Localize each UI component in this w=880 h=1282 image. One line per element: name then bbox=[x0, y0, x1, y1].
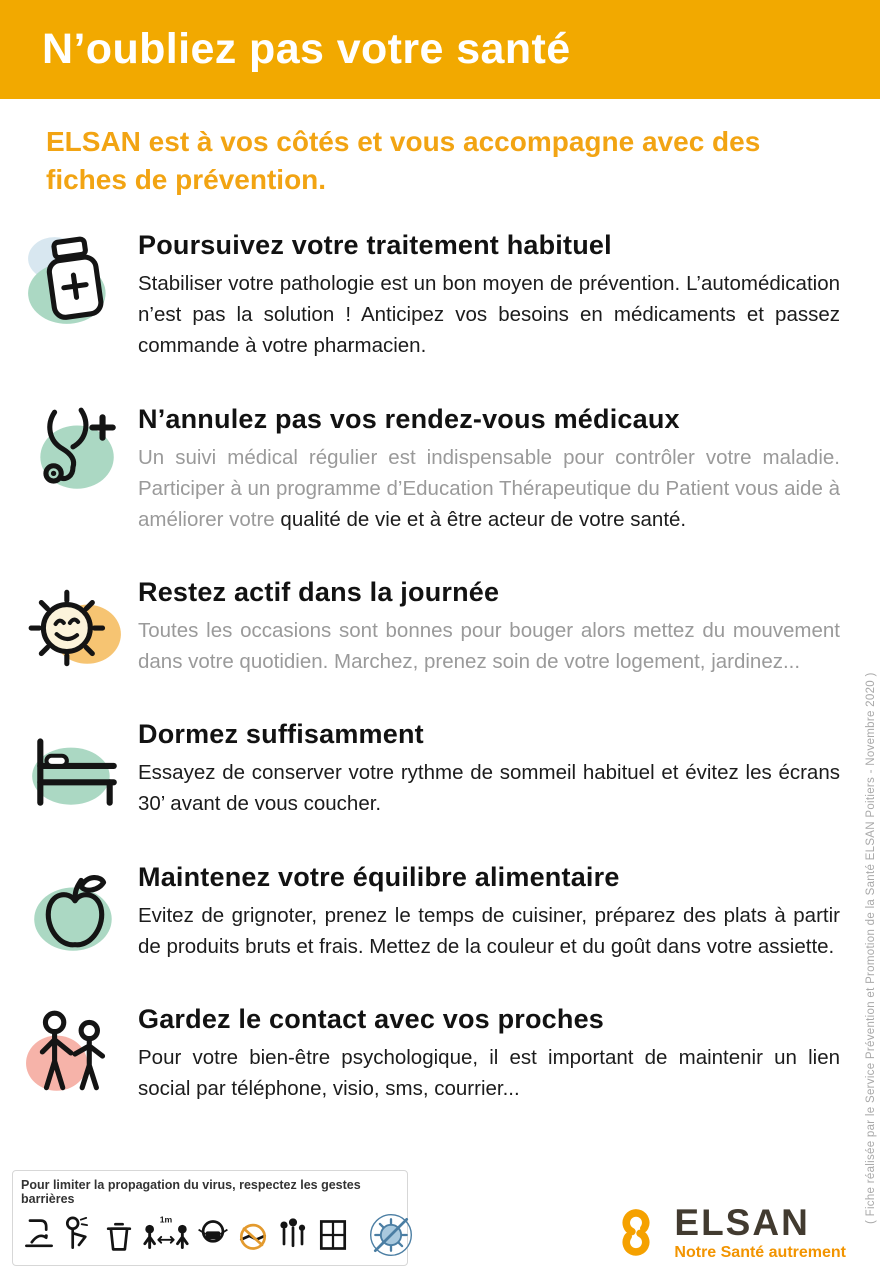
header-banner bbox=[0, 0, 880, 99]
section-traitement bbox=[12, 228, 840, 361]
stethoscope-icon bbox=[12, 402, 138, 535]
watercolor-blob bbox=[32, 748, 110, 805]
wear-mask-icon bbox=[195, 1212, 231, 1258]
section-body: Un suivi médical régulier est indispensable pour contrôler votre maladie. Participer à un programme d’Education Thérapeutique du Patient vous aide à améliorer votre qualité de vie et à être acteur de votre santé. bbox=[138, 445, 840, 531]
section-title: N’annulez pas vos rendez-vous médicaux bbox=[138, 403, 680, 434]
barrier-gestures-panel bbox=[12, 1170, 408, 1266]
people-icon bbox=[12, 1002, 138, 1104]
section-sommeil bbox=[12, 717, 840, 819]
medicine-bottle-icon bbox=[12, 228, 138, 361]
section-title: Restez actif dans la journée bbox=[138, 576, 500, 607]
svg-text:1m: 1m bbox=[159, 1214, 173, 1225]
section-title: Dormez suffisamment bbox=[138, 719, 424, 750]
section-title: Maintenez votre équilibre alimentaire bbox=[138, 861, 620, 892]
section-rendez-vous bbox=[12, 402, 840, 535]
wash-hands-icon bbox=[21, 1212, 57, 1258]
credit-note: ( Fiche réalisée par le Service Prévention et Promotion de la Santé ELSAN Poitiers - Novembre 2020 ) bbox=[865, 672, 877, 1224]
section-alimentation bbox=[12, 860, 840, 962]
ventilate-rooms-icon bbox=[315, 1212, 351, 1258]
bed-icon bbox=[12, 717, 138, 819]
elsan-logo-mark bbox=[610, 1207, 662, 1259]
section-title: Gardez le contact avec vos proches bbox=[138, 1003, 604, 1034]
limit-gatherings-icon bbox=[275, 1212, 311, 1258]
intro-text: ELSAN est à vos côtés et vous accompagne avec des fiches de prévention. bbox=[46, 126, 761, 195]
keep-distance-1m-icon bbox=[141, 1212, 191, 1258]
section-activite bbox=[12, 575, 840, 677]
section-body: Pour votre bien-être psychologique, il est important de maintenir un lien social par téléphone, visio, sms, courrier... bbox=[138, 1045, 840, 1101]
section-title: Poursuivez votre traitement habituel bbox=[138, 230, 612, 261]
use-tissue-bin-icon bbox=[101, 1212, 137, 1258]
no-greeting-icon bbox=[235, 1212, 271, 1258]
section-contact bbox=[12, 1002, 840, 1104]
section-body: Essayez de conserver votre rythme de sommeil habituel et évitez les écrans 30’ avant de vous coucher. bbox=[138, 761, 840, 816]
sneeze-in-elbow-icon bbox=[61, 1212, 97, 1258]
sun-smiley-icon bbox=[12, 575, 138, 677]
elsan-logo-tagline: Notre Santé autrement bbox=[674, 1244, 846, 1261]
page-title: N’oubliez pas votre santé bbox=[42, 25, 571, 73]
apple-icon bbox=[12, 860, 138, 962]
barrier-caption: Pour limiter la propagation du virus, respectez les gestes barrières bbox=[21, 1178, 361, 1206]
section-body: Toutes les occasions sont bonnes pour bouger alors mettez du mouvement dans votre quotidien. Marchez, prenez soin de votre logement, jardinez... bbox=[138, 618, 840, 674]
crossed-virus-icon bbox=[367, 1211, 415, 1259]
section-body: Stabiliser votre pathologie est un bon moyen de prévention. L’automédication n’est pas la solution ! Anticipez vos besoins en médicaments et passez commande à votre pharmacien. bbox=[138, 272, 840, 358]
elsan-logo bbox=[610, 1204, 846, 1262]
advice-list bbox=[12, 228, 840, 1104]
elsan-logo-text bbox=[674, 1204, 846, 1262]
barrier-pictograms bbox=[21, 1211, 399, 1259]
section-body: Evitez de grignoter, prenez le temps de cuisiner, préparez des plats à partir de produits bruts et frais. Mettez de la couleur et du goût dans votre assiette. bbox=[138, 903, 840, 958]
elsan-logo-name: ELSAN bbox=[674, 1202, 810, 1243]
